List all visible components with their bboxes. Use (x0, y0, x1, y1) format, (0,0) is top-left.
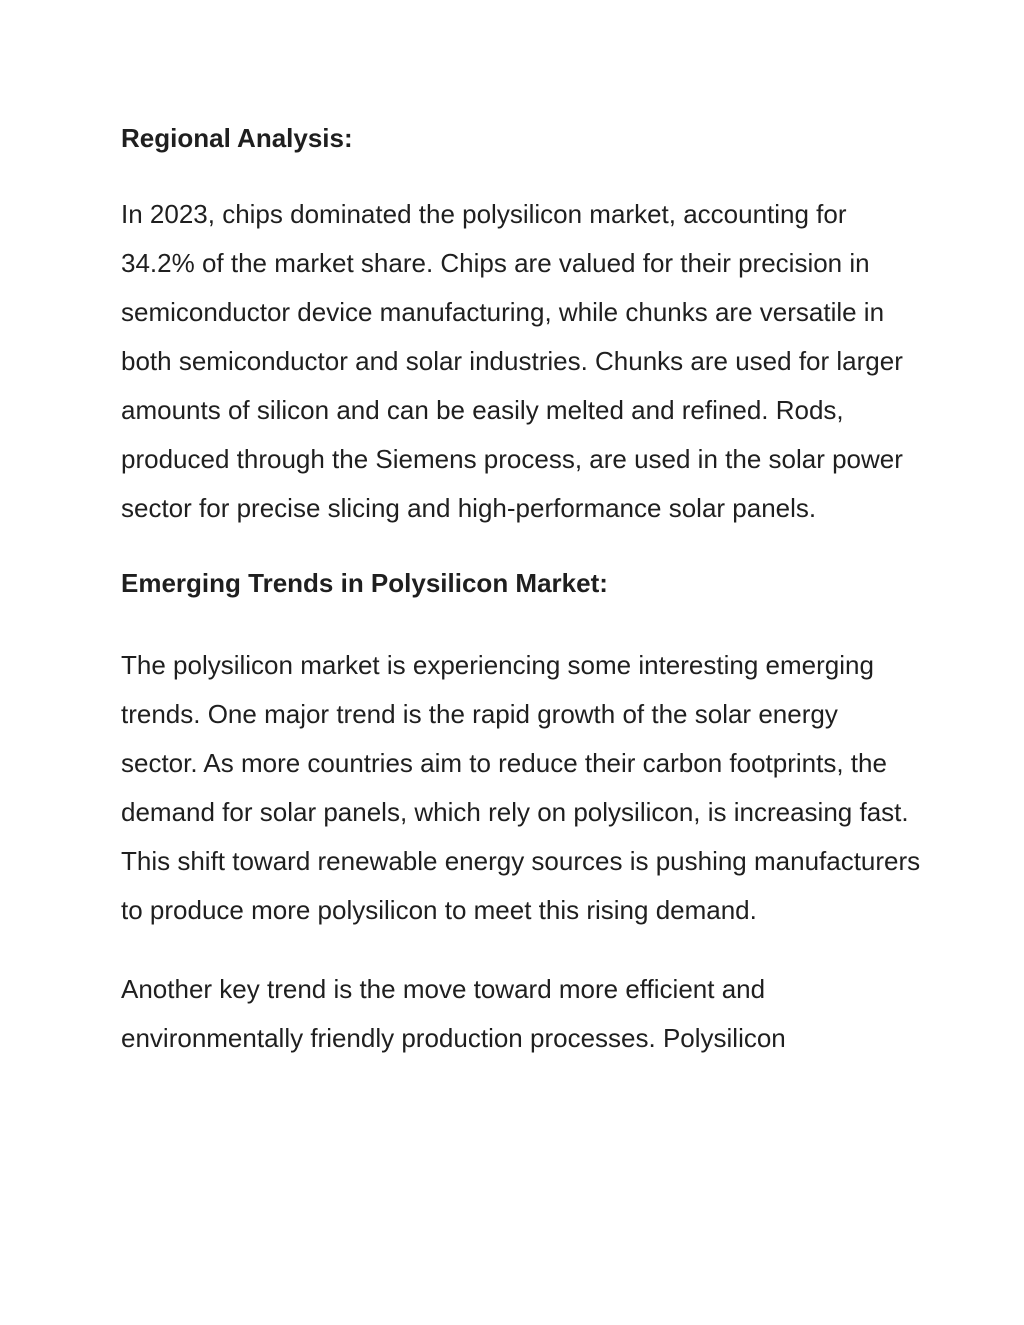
section-heading-regional-analysis: Regional Analysis: (121, 123, 353, 153)
document-page (121, 117, 921, 1063)
section-heading-emerging-trends: Emerging Trends in Polysilicon Market: (121, 568, 608, 598)
paragraph-regional-analysis: In 2023, chips dominated the polysilicon market, accounting for 34.2% of the market share. Chips are valued for their precision in semiconductor device manufacturing, while chunks are versatile in both semiconductor and solar industries. Chunks are used for larger amounts of silicon and can be easily melted and refined. Rods, produced through the Siemens process, are used in the solar power sector for precise slicing and high-performance solar panels. (121, 199, 903, 523)
paragraph-emerging-trends-2: Another key trend is the move toward more efficient and environmentally friendly production processes. Polysilicon (121, 974, 786, 1053)
paragraph-emerging-trends-1: The polysilicon market is experiencing some interesting emerging trends. One major trend is the rapid growth of the solar energy sector. As more countries aim to reduce their carbon footprints, the demand for solar panels, which rely on polysilicon, is increasing fast. This shift toward renewable energy sources is pushing manufacturers to produce more polysilicon to meet this rising demand. (121, 650, 921, 925)
